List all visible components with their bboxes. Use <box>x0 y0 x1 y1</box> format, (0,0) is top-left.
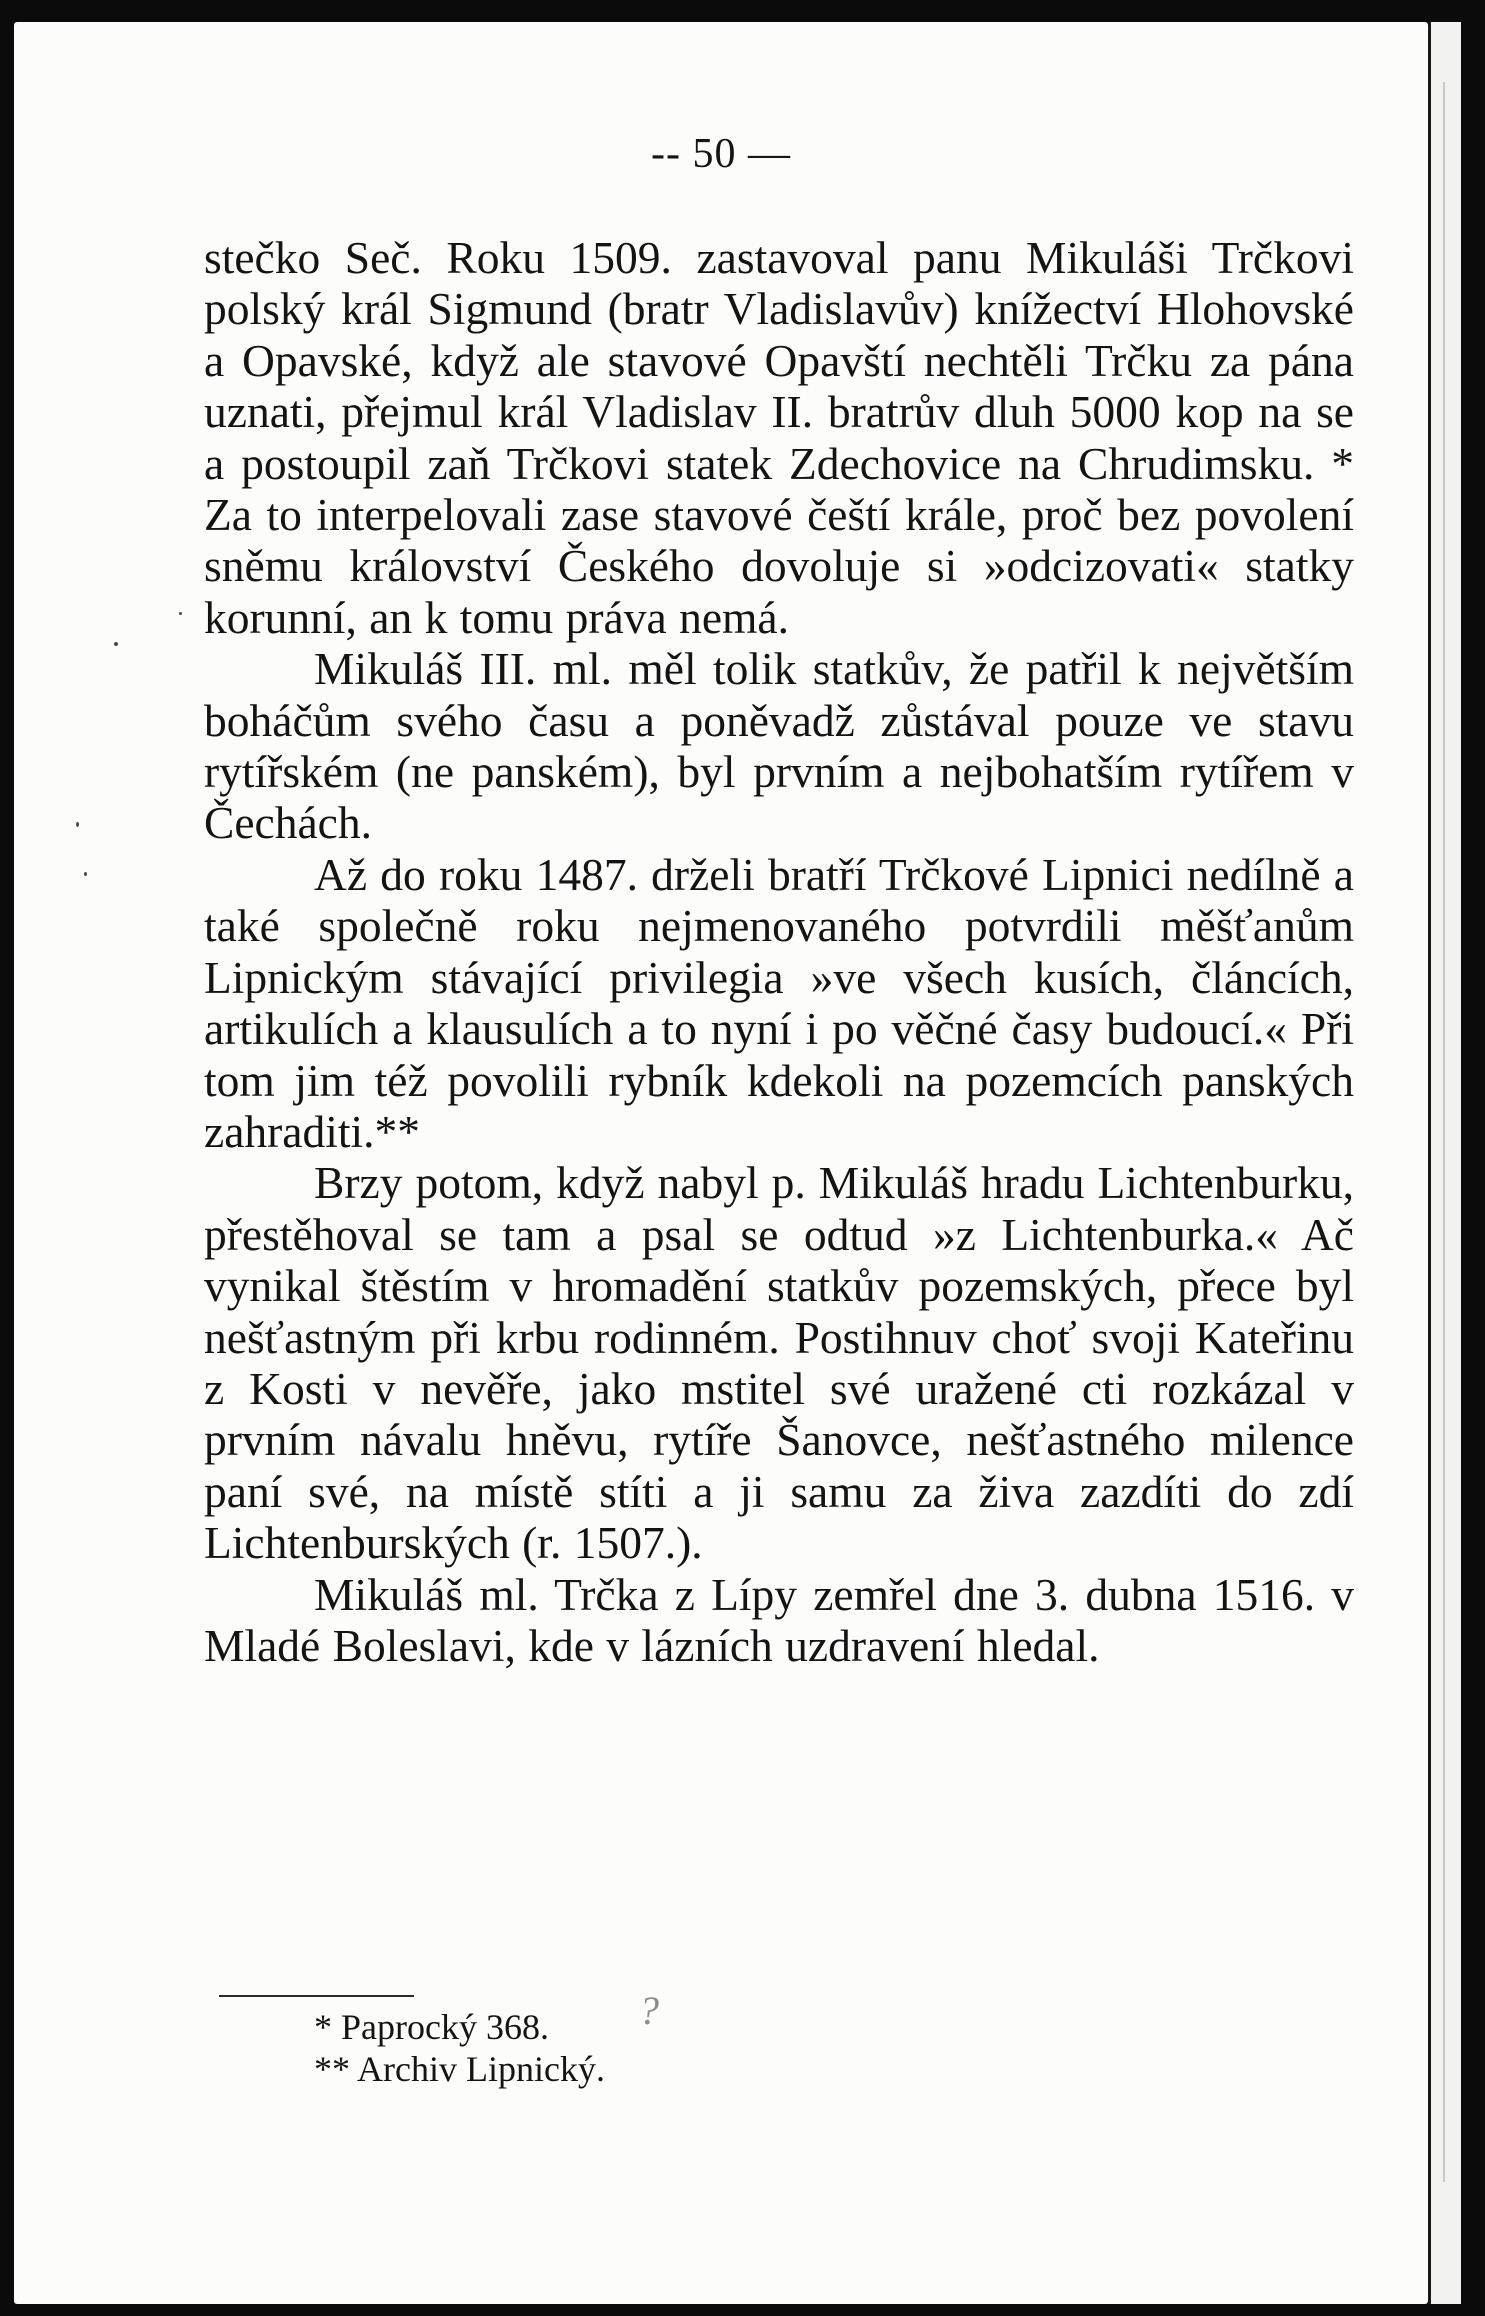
footnote-2: ** Archiv Lipnický. <box>314 2049 605 2089</box>
scan-speck <box>114 642 118 646</box>
footnote-1: * Paprocký 368. <box>314 2007 549 2047</box>
adjacent-page-edge <box>1428 22 1461 2304</box>
pencil-annotation: ? <box>639 1988 659 2033</box>
footnote-divider <box>219 1995 414 1997</box>
paragraph-1: stečko Seč. Roku 1509. zastavoval panu Mikuláši Trčkovi polský král Sigmund (bratr Vladislavův) knížectví Hlohovské a Opavské, když ale stavové Opavští nechtěli Trčku za pána uznati, přejmul král Vladislav II. bratrův dluh 5000 kop na se a postoupil zaň Trčkovi statek Zdechovice na Chrudimsku. * Za to interpelovali zase stavové čeští krále, proč bez povolení sněmu království Českého dovoluje si »odcizovati« statky korunní, an k tomu práva nemá. <box>204 232 1354 643</box>
paragraph-2: Mikuláš III. ml. měl tolik statkův, že patřil k největším boháčům svého času a poněvadž zůstával pouze ve stavu rytířském (ne panském), byl prvním a nejbohatším rytířem v Čechách. <box>204 643 1354 849</box>
footnotes <box>314 2006 605 2090</box>
body-text <box>204 232 1354 1671</box>
paragraph-4: Brzy potom, když nabyl p. Mikuláš hradu Lichtenburku, přestěhoval se tam a psal se odtud »z Lichtenburka.« Ač vynikal štěstím v hromadění statkův pozemských, přece byl nešťastným při krbu rodinném. Postihnuv choť svoji Kateřinu z Kosti v nevěře, jako mstitel své uražené cti rozkázal v prvním návalu hněvu, rytíře Šanovce, nešťastného milence paní své, na místě stíti a ji samu za živa zazdíti do zdí Lichtenburských (r. 1507.). <box>204 1157 1354 1569</box>
book-page <box>14 22 1428 2304</box>
scan-speck <box>76 822 79 827</box>
page-number: -- 50 — <box>651 131 791 177</box>
edge-line <box>1443 82 1445 2182</box>
scan-speck <box>84 872 87 876</box>
paragraph-5: Mikuláš ml. Trčka z Lípy zemřel dne 3. dubna 1516. v Mladé Boleslavi, kde v lázních uzdravení hledal. <box>204 1568 1354 1671</box>
scan-speck <box>179 612 182 615</box>
paragraph-3: Až do roku 1487. drželi bratří Trčkové Lipnici nedílně a také společně roku nejmenovaného potvrdili měšťanům Lipnickým stávající privilegia »ve všech kusích, článcích, artikulích a klausulích a to nyní i po věčné časy budoucí.« Při tom jim též povolili rybník kdekoli na pozemcích panských zahraditi.** <box>204 848 1354 1157</box>
